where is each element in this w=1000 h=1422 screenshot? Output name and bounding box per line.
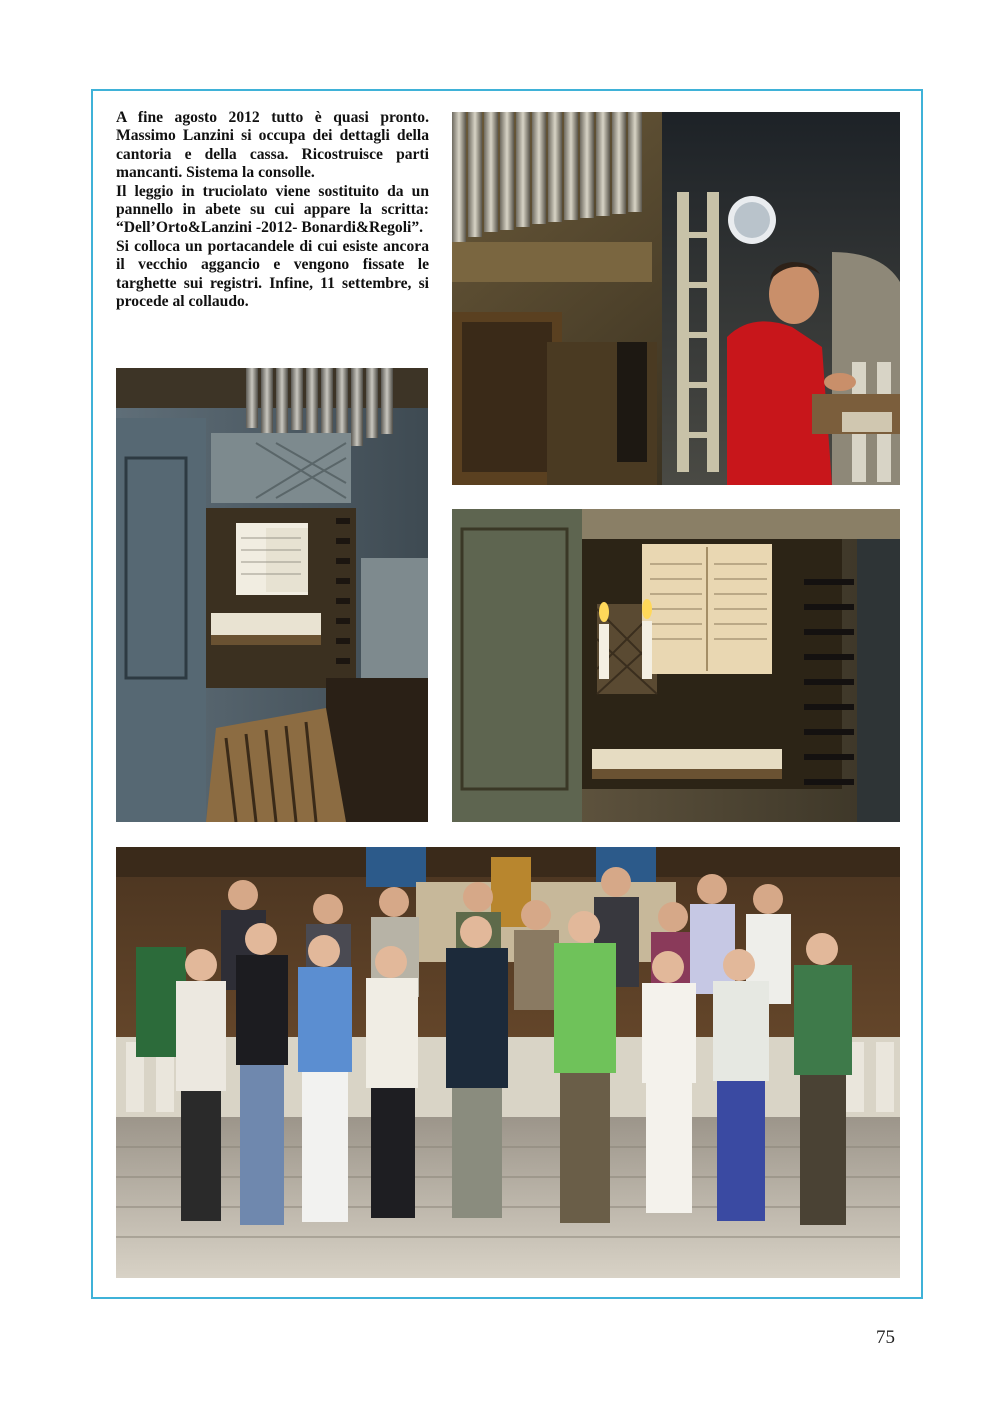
organ-console-photo [116,368,428,822]
candles-music-stand-image [452,509,900,822]
organ-restoration-image [452,112,900,485]
organ-console-image [116,368,428,822]
paragraph-3: Si colloca un portacandele di cui esiste ancora il vecchio aggancio e vengono fissate le targhette sui registri. Infine, 11 settembre, si procede al collaudo. [116,237,429,311]
group-image [116,847,900,1278]
paragraph-1: A fine agosto 2012 tutto è quasi pronto. Massimo Lanzini si occupa dei dettagli della cantoria e della cassa. Ricostruisce parti mancanti. Sistema la consolle. [116,109,429,182]
group-photo [116,847,900,1278]
page-number: 75 [876,1327,895,1348]
paragraph-2: Il leggio in truciolato viene sostituito da un pannello in abete su cui appare la scritta: “Dell’Orto&Lanzini -2012- Bonardi&Regoli”. [116,182,429,237]
candles-music-stand-photo [452,509,900,822]
organ-restoration-photo [452,112,900,485]
article-text [116,109,429,311]
